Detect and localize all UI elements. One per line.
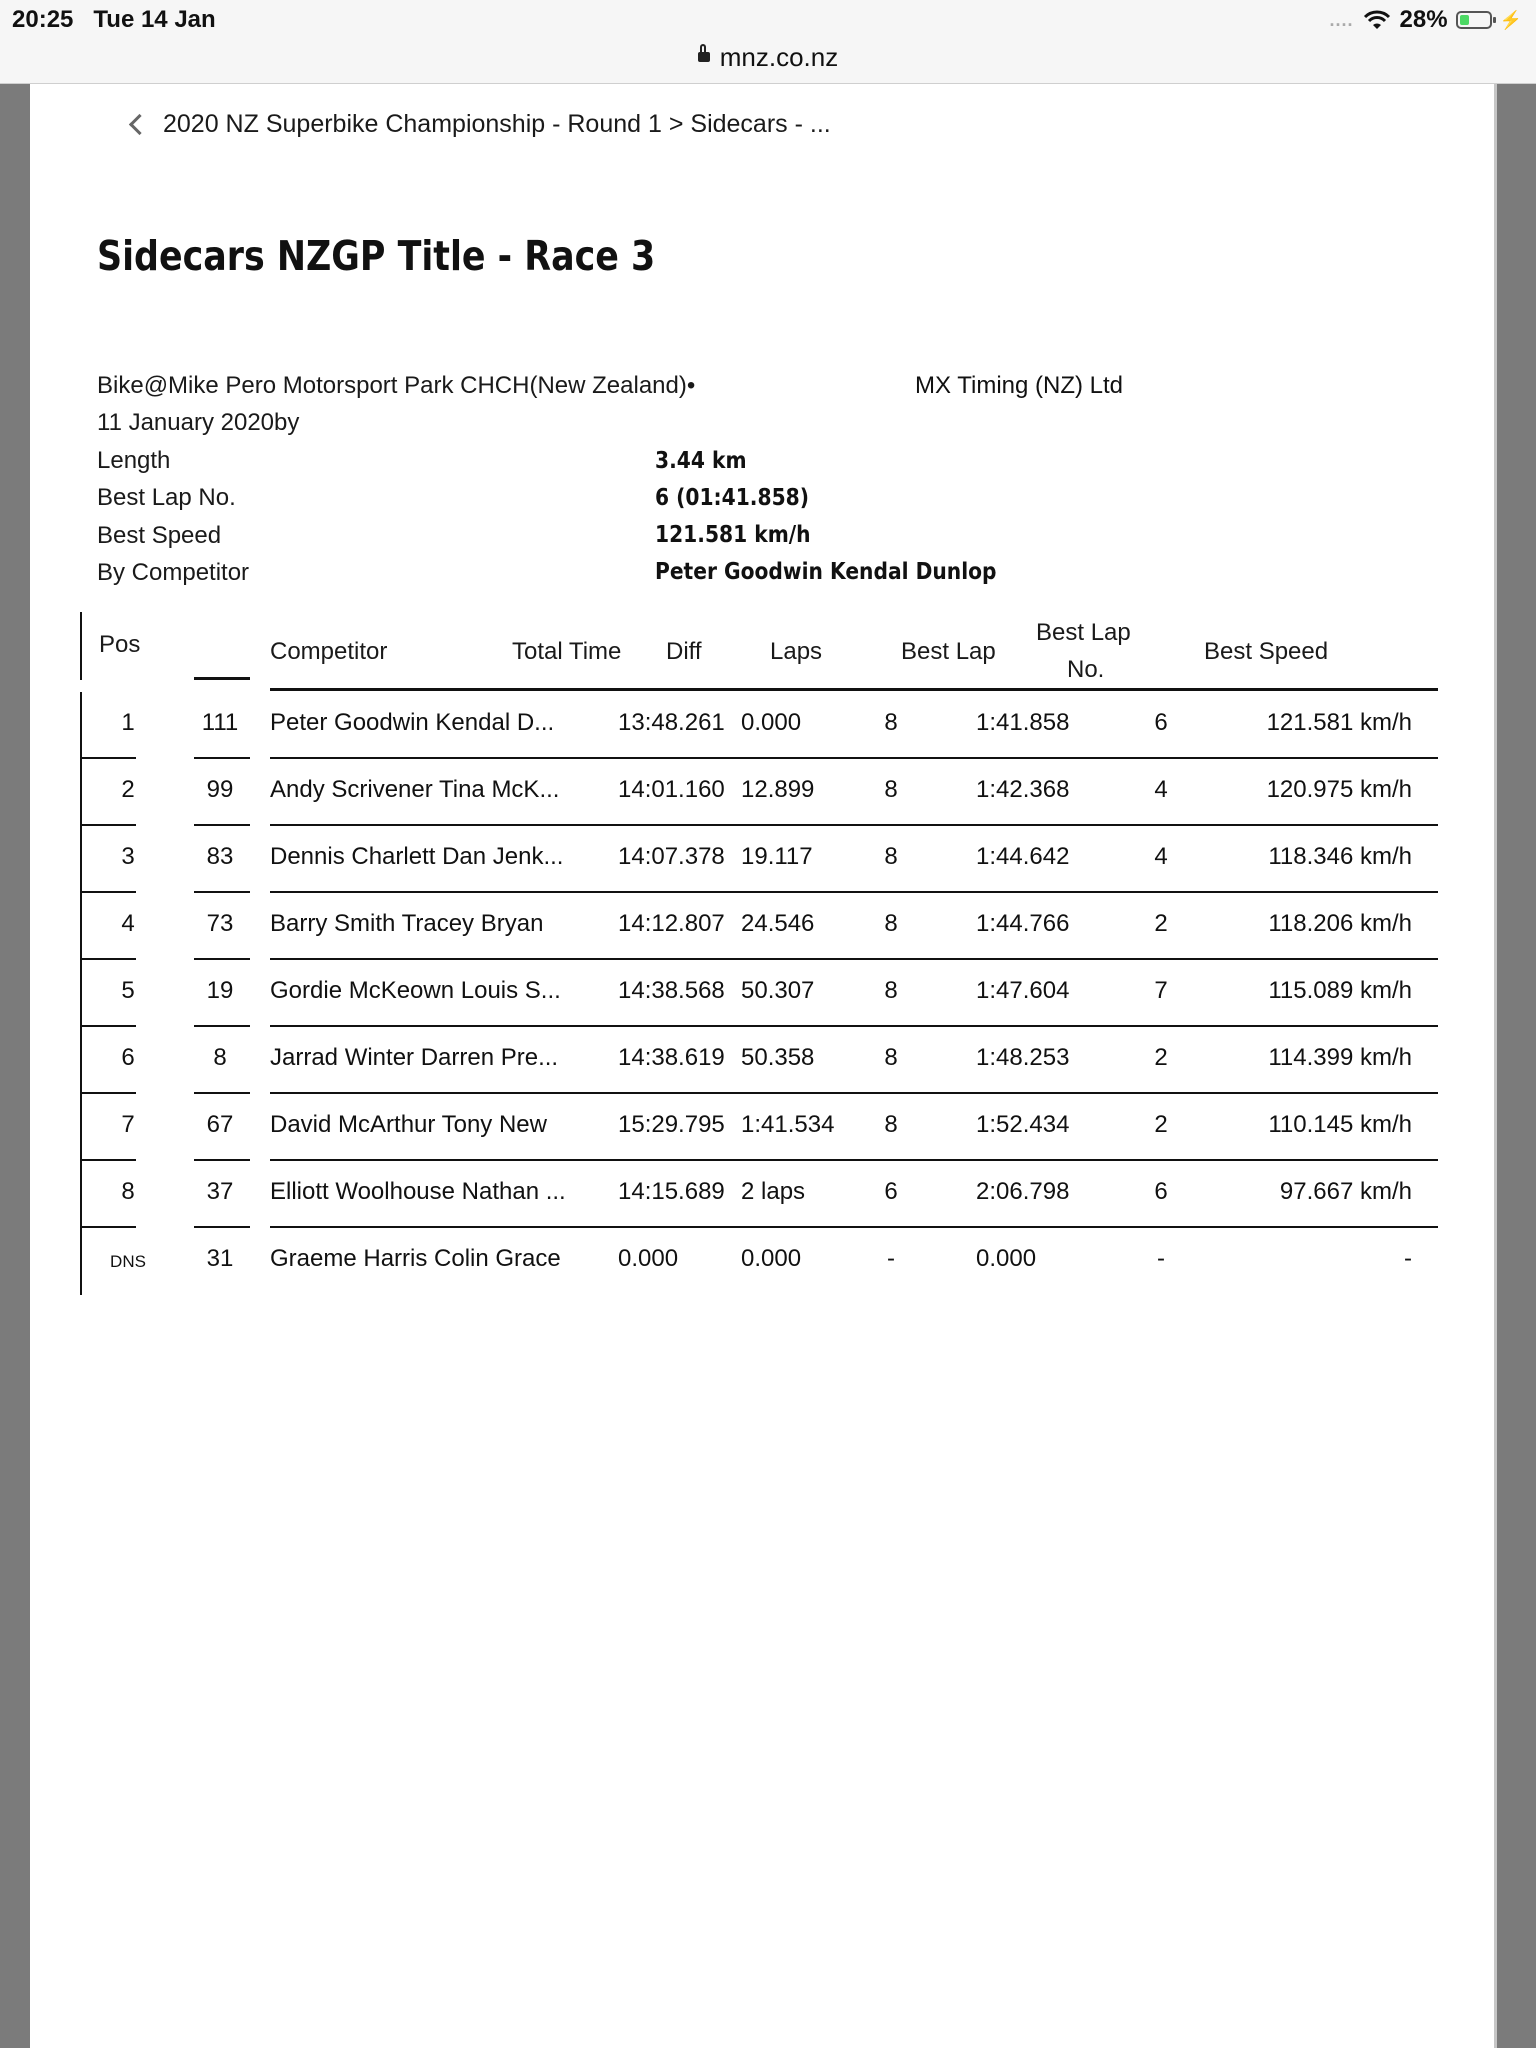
- cell-pos: 2: [121, 776, 135, 803]
- cell-best: 1:44.766: [976, 910, 1070, 937]
- length-label: Length: [97, 447, 171, 474]
- cell-diff: 12.899: [741, 776, 815, 803]
- cell-pos: 4: [121, 910, 135, 937]
- cell-laps: 6: [884, 1178, 898, 1205]
- cell-pos: 5: [121, 977, 135, 1004]
- cell-lapno: 6: [1154, 1178, 1168, 1205]
- cell-name: Graeme Harris Colin Grace: [270, 1245, 561, 1272]
- cell-lapno: 2: [1154, 910, 1168, 937]
- bestlap-label: Best Lap No.: [97, 484, 236, 511]
- row-divider-num: [194, 824, 250, 826]
- cellular-signal-icon: ....: [1329, 9, 1354, 30]
- row-divider: [270, 1159, 1438, 1161]
- header-best-speed: Best Speed: [1204, 638, 1329, 665]
- breadcrumb-text[interactable]: 2020 NZ Superbike Championship - Round 1 > Sidecars - ...: [163, 110, 831, 138]
- timing-provider: MX Timing (NZ) Ltd: [915, 372, 1124, 399]
- header-best-lap-no-2: No.: [1067, 656, 1105, 683]
- cell-num: 83: [206, 843, 234, 870]
- cell-laps: 8: [884, 1044, 898, 1071]
- row-divider-num: [194, 958, 250, 960]
- cell-num: 37: [206, 1178, 234, 1205]
- cell-speed: 97.667 km/h: [1279, 1178, 1412, 1205]
- row-divider-pos: [80, 1025, 136, 1027]
- cell-time: 14:38.619: [618, 1044, 725, 1071]
- cell-pos: 8: [121, 1178, 135, 1205]
- cell-diff: 50.358: [741, 1044, 815, 1071]
- cell-lapno: 4: [1154, 843, 1168, 870]
- header-best-lap-no: Best Lap: [1036, 619, 1131, 646]
- breadcrumb[interactable]: [132, 110, 831, 139]
- row-divider-num: [194, 757, 250, 759]
- length-value: 3.44 km: [655, 448, 747, 474]
- header-laps: Laps: [770, 638, 823, 665]
- cell-lapno: 6: [1154, 709, 1168, 736]
- page-title: Sidecars NZGP Title - Race 3: [97, 232, 656, 280]
- cell-speed: 115.089 km/h: [1268, 977, 1412, 1004]
- cell-diff: 0.000: [741, 1245, 802, 1272]
- cell-best: 1:47.604: [976, 977, 1070, 1004]
- header-left-border: [80, 612, 82, 680]
- cell-time: 14:07.378: [618, 843, 725, 870]
- cell-name: Elliott Woolhouse Nathan ...: [270, 1178, 566, 1205]
- cell-laps: 8: [884, 910, 898, 937]
- row-divider: [270, 824, 1438, 826]
- cell-name: Andy Scrivener Tina McK...: [270, 776, 560, 803]
- cell-name: David McArthur Tony New: [270, 1111, 547, 1138]
- header-diff: Diff: [666, 638, 702, 665]
- status-bar: [0, 0, 1536, 40]
- row-divider-num: [194, 1159, 250, 1161]
- cell-name: Gordie McKeown Louis S...: [270, 977, 561, 1004]
- header-best-lap: Best Lap: [901, 638, 996, 665]
- cell-laps: 8: [884, 977, 898, 1004]
- status-time: 20:25 Tue 14 Jan: [12, 6, 216, 33]
- cell-best: 2:06.798: [976, 1178, 1070, 1205]
- row-divider: [270, 891, 1438, 893]
- cell-diff: 2 laps: [741, 1178, 806, 1205]
- cell-lapno: 2: [1154, 1044, 1168, 1071]
- cell-num: 99: [206, 776, 234, 803]
- cell-time: 14:12.807: [618, 910, 725, 937]
- cell-laps: 8: [884, 1111, 898, 1138]
- page-edge: [1494, 84, 1497, 2048]
- cell-time: 14:01.160: [618, 776, 725, 803]
- row-divider-pos: [80, 1159, 136, 1161]
- charging-icon: ⚡: [1499, 9, 1522, 30]
- cell-pos: 3: [121, 843, 135, 870]
- row-divider-pos: [80, 1226, 136, 1228]
- bestspeed-value: 121.581 km/h: [655, 522, 811, 548]
- cell-time: 14:15.689: [618, 1178, 725, 1205]
- cell-name: Jarrad Winter Darren Pre...: [270, 1044, 559, 1071]
- lock-icon: [698, 52, 710, 62]
- cell-speed: 121.581 km/h: [1266, 709, 1412, 736]
- cell-num: 8: [213, 1044, 227, 1071]
- cell-best: 1:42.368: [976, 776, 1070, 803]
- row-divider-num: [194, 1226, 250, 1228]
- cell-time: 14:38.568: [618, 977, 725, 1004]
- bycompetitor-value: Peter Goodwin Kendal Dunlop: [655, 559, 997, 585]
- cell-laps: -: [887, 1245, 895, 1272]
- row-divider-pos: [80, 757, 136, 759]
- row-divider: [270, 1226, 1438, 1228]
- row-divider: [270, 1025, 1438, 1027]
- cell-lapno: 4: [1154, 776, 1168, 803]
- venue-text: Bike@Mike Pero Motorsport Park CHCH(New Zealand)•: [97, 372, 696, 399]
- header-total-time: Total Time: [512, 638, 622, 665]
- cell-name: Dennis Charlett Dan Jenk...: [270, 843, 564, 870]
- cell-best: 0.000: [976, 1245, 1037, 1272]
- bycompetitor-label: By Competitor: [97, 559, 250, 586]
- cell-num: 111: [201, 709, 239, 736]
- url-domain: mnz.co.nz: [719, 42, 839, 72]
- row-divider: [270, 757, 1438, 759]
- cell-pos: 6: [121, 1044, 135, 1071]
- cell-diff: 1:41.534: [741, 1111, 835, 1138]
- cell-laps: 8: [884, 843, 898, 870]
- bestlap-value: 6 (01:41.858): [655, 485, 809, 511]
- cell-name: Barry Smith Tracey Bryan: [270, 910, 544, 937]
- header-pos: Pos: [99, 631, 141, 658]
- cell-lapno: -: [1157, 1245, 1165, 1272]
- cell-diff: 0.000: [741, 709, 802, 736]
- cell-time: 0.000: [618, 1245, 679, 1272]
- cell-speed: 110.145 km/h: [1268, 1111, 1412, 1138]
- bestspeed-label: Best Speed: [97, 522, 222, 549]
- cell-diff: 50.307: [741, 977, 815, 1004]
- cell-pos: 7: [121, 1111, 135, 1138]
- cell-best: 1:48.253: [976, 1044, 1070, 1071]
- row-divider-num: [194, 1092, 250, 1094]
- wifi-icon: [1362, 9, 1392, 31]
- battery-percent: 28%: [1399, 6, 1448, 33]
- cell-speed: 118.346 km/h: [1268, 843, 1412, 870]
- row-divider-pos: [80, 1092, 136, 1094]
- cell-best: 1:52.434: [976, 1111, 1070, 1138]
- cell-pos: 1: [121, 709, 135, 736]
- header-underline: [270, 688, 1438, 691]
- header-num-underline: [194, 677, 250, 680]
- header-competitor: Competitor: [270, 638, 388, 665]
- cell-lapno: 7: [1154, 977, 1168, 1004]
- cell-diff: 19.117: [741, 843, 813, 870]
- cell-num: 67: [206, 1111, 234, 1138]
- cell-name: Peter Goodwin Kendal D...: [270, 709, 555, 736]
- status-indicators: [1330, 6, 1522, 34]
- cell-speed: -: [1404, 1245, 1412, 1272]
- row-divider: [270, 958, 1438, 960]
- row-divider-pos: [80, 891, 136, 893]
- cell-num: 31: [206, 1245, 234, 1272]
- cell-speed: 114.399 km/h: [1268, 1044, 1412, 1071]
- url-bar[interactable]: [0, 40, 1536, 84]
- cell-best: 1:41.858: [976, 709, 1070, 736]
- row-divider-num: [194, 1025, 250, 1027]
- cell-speed: 118.206 km/h: [1268, 910, 1412, 937]
- row-divider-pos: [80, 824, 136, 826]
- chevron-left-icon[interactable]: [129, 114, 150, 135]
- row-divider: [270, 1092, 1438, 1094]
- cell-laps: 8: [884, 776, 898, 803]
- row-divider-num: [194, 891, 250, 893]
- cell-num: 73: [206, 910, 234, 937]
- cell-pos: DNS: [110, 1252, 146, 1271]
- cell-num: 19: [206, 977, 234, 1004]
- cell-lapno: 2: [1154, 1111, 1168, 1138]
- cell-laps: 8: [884, 709, 898, 736]
- battery-icon: [1456, 11, 1492, 29]
- cell-speed: 120.975 km/h: [1266, 776, 1412, 803]
- cell-time: 13:48.261: [618, 709, 725, 736]
- race-date: 11 January 2020by: [97, 409, 300, 436]
- cell-diff: 24.546: [741, 910, 815, 937]
- cell-time: 15:29.795: [618, 1111, 725, 1138]
- row-divider-pos: [80, 958, 136, 960]
- cell-best: 1:44.642: [976, 843, 1070, 870]
